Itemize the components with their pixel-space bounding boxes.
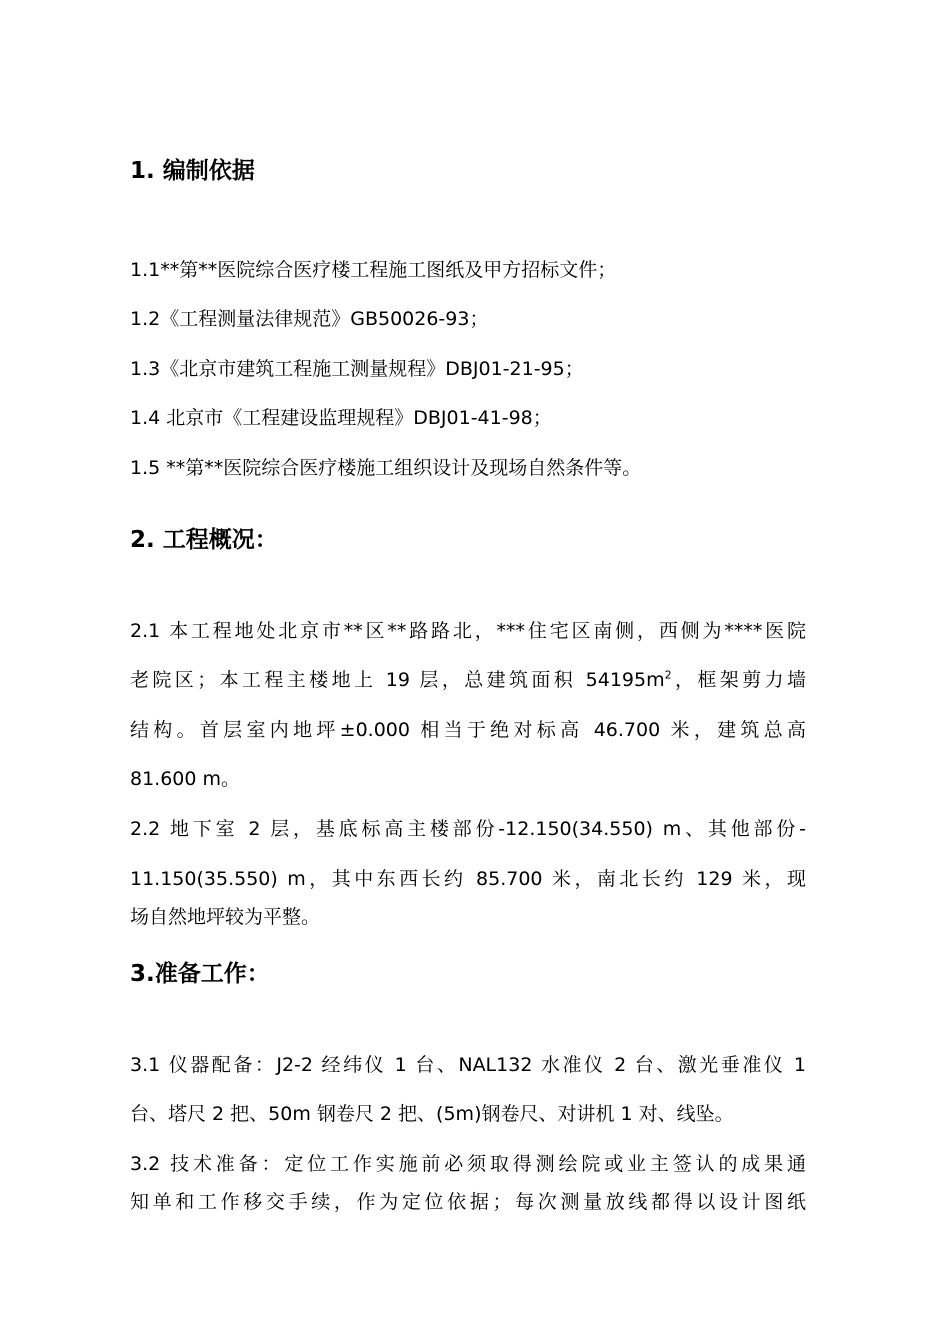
paragraph-3-1-line-2: 台、塔尺 2 把、50m 钢卷尺 2 把、(5m)钢卷尺、对讲机 1 对、线坠。: [130, 1103, 734, 1125]
list-item-1-2: 1.2《工程测量法律规范》GB50026-93；: [130, 308, 489, 330]
paragraph-2-2-line-1: 2.2 地下室 2 层，基底标高主楼部份-12.150(34.550) m、其他部份-: [130, 818, 806, 840]
paragraph-2-2-line-3: 场自然地坪较为平整。: [130, 906, 321, 928]
section-heading-2: 2. 工程概况：: [130, 527, 278, 553]
list-item-1-5: 1.5 **第**医院综合医疗楼施工组织设计及现场自然条件等。: [130, 457, 642, 479]
list-item-1-1: 1.1**第**医院综合医疗楼工程施工图纸及甲方招标文件；: [130, 259, 617, 281]
paragraph-3-2-line-2: 知单和工作移交手续，作为定位依据；每次测量放线都得以设计图纸: [130, 1191, 806, 1213]
section-heading-1: 1. 编制依据: [130, 158, 255, 184]
list-item-1-4: 1.4 北京市《工程建设监理规程》DBJ01-41-98；: [130, 407, 552, 429]
section-heading-3: 3.准备工作：: [130, 961, 270, 987]
paragraph-3-2-line-1: 3.2 技术准备：定位工作实施前必须取得测绘院或业主签认的成果通: [130, 1153, 806, 1175]
paragraph-2-2-line-2: 11.150(35.550) m，其中东西长约 85.700 米，南北长约 129 米，现: [130, 868, 806, 890]
list-item-1-3: 1.3《北京市建筑工程施工测量规程》DBJ01-21-95；: [130, 358, 584, 380]
superscript: 2: [664, 668, 672, 682]
paragraph-2-1-line-2: 老院区；本工程主楼地上 19 层，总建筑面积 $54195m^2$，框架剪力墙: [130, 668, 806, 691]
paragraph-2-1-line-3: 结构。首层室内地坪±0.000 相当于绝对标高 46.700 米，建筑总高: [130, 719, 806, 741]
paragraph-2-1-line-4: 81.600 m。: [130, 768, 241, 790]
paragraph-2-1-line-1: 2.1 本工程地处北京市**区**路路北，***住宅区南侧，西侧为****医院: [130, 620, 806, 642]
paragraph-3-1-line-1: 3.1 仪器配备：J2-2 经纬仪 1 台、NAL132 水准仪 2 台、激光垂准仪 1: [130, 1054, 806, 1076]
